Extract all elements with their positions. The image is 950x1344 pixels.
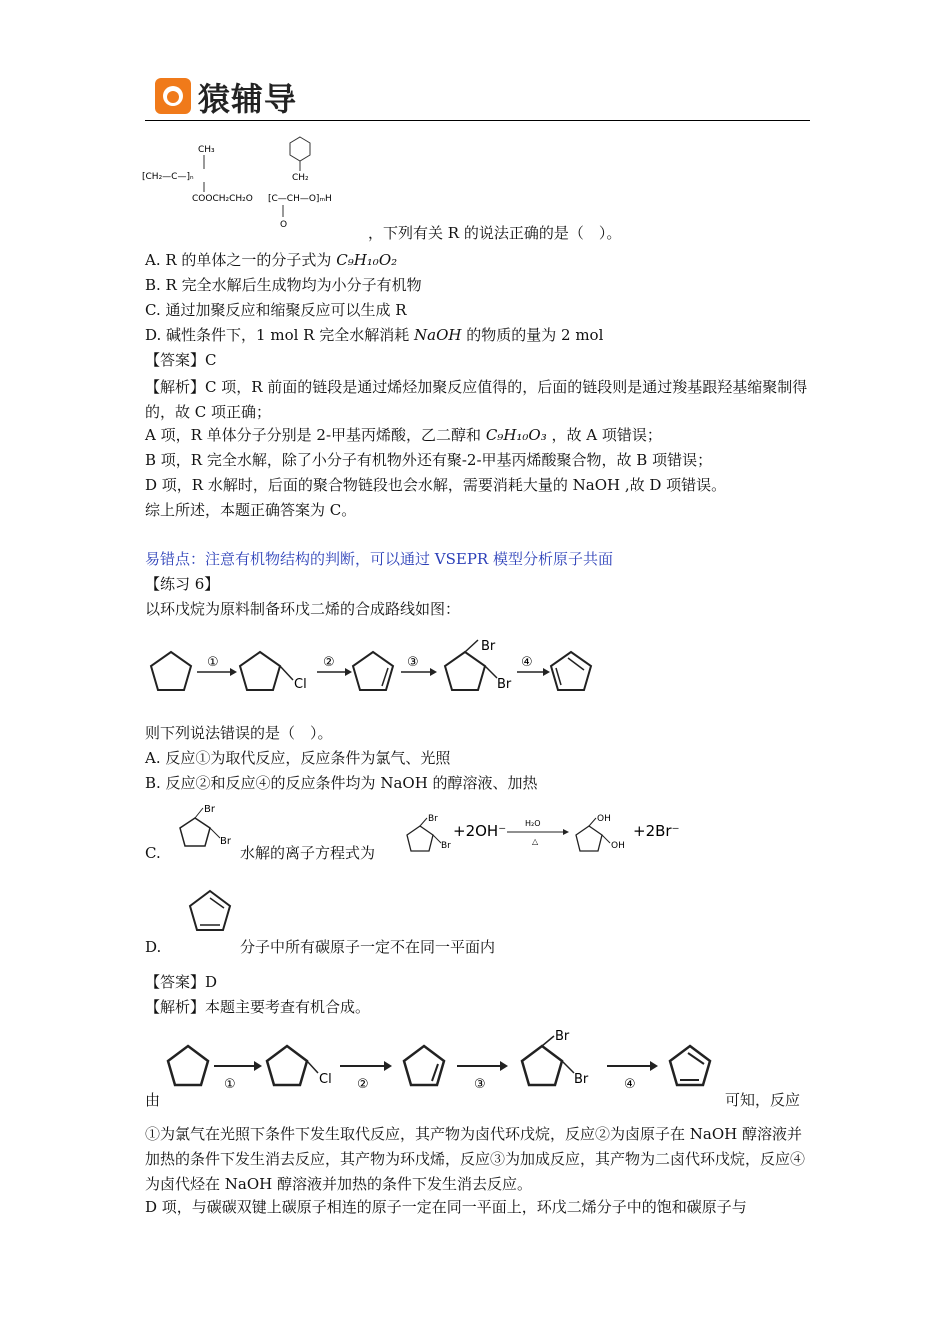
brand-logo	[155, 78, 191, 114]
q1-option-a-formula: C₉H₁₀O₂	[336, 251, 398, 269]
br-label-2: Br	[497, 677, 512, 692]
q1-answer: 【答案】C	[145, 351, 217, 369]
step-3-label: ③	[407, 655, 419, 670]
q2-option-a: A. 反应①为取代反应，反应条件为氯气、光照	[145, 749, 451, 767]
q2-title: 【练习 6】	[145, 575, 220, 593]
tail-label: [C—CH—O]ₘH	[268, 194, 332, 204]
explanation-scheme	[162, 1028, 727, 1103]
cl-label: Cl	[294, 677, 307, 692]
step-1-label: ①	[207, 655, 219, 670]
cyclopentadiene-option-icon	[182, 885, 238, 940]
q1-option-a	[145, 250, 397, 270]
synthesis-scheme	[145, 630, 605, 710]
exp-step-2: ②	[357, 1077, 369, 1092]
c-br-1: Br	[204, 804, 215, 815]
q1-stem: ，下列有关 R 的说法正确的是（ ）。	[368, 224, 622, 242]
methylene-label: CH₂	[292, 173, 309, 183]
eq-bromide: +2Br⁻	[633, 822, 680, 840]
q1-explanation-2-formula: C₉H₁₀O₃	[485, 426, 547, 444]
q2-option-d-label: D.	[145, 938, 162, 956]
hydrolysis-equation	[395, 808, 685, 868]
q2-option-b: B. 反应②和反应④的反应条件均为 NaOH 的醇溶液、加热	[145, 774, 538, 792]
chain-label: [CH₂—C—]ₙ	[142, 172, 194, 182]
eq-oh-1: OH	[597, 814, 611, 824]
by-label: 由	[145, 1091, 161, 1109]
tip-note: 易错点：注意有机物结构的判断，可以通过 VSEPR 模型分析原子共面	[145, 550, 613, 568]
q1-explanation-3: B 项，R 完全水解，除了小分子有机物外还有聚-2-甲基丙烯酸聚合物，故 B 项错误；	[145, 451, 713, 469]
header-divider	[145, 120, 810, 121]
dibromocyclopentane-small-icon	[170, 800, 240, 860]
exp-step-1: ①	[224, 1077, 236, 1092]
exp-br-1: Br	[555, 1029, 570, 1044]
eq-br-2: Br	[441, 841, 451, 851]
q2-answer: 【答案】D	[145, 973, 218, 991]
q1-explanation-2-text: A 项，R 单体分子分别是 2-甲基丙烯酸，乙二醇和	[145, 426, 482, 444]
q2-option-d-text: 分子中所有碳原子一定不在同一平面内	[240, 938, 496, 956]
q1-explanation-5: 综上所述，本题正确答案为 C。	[145, 501, 357, 519]
q2-intro: 以环戊烷为原料制备环戊二烯的合成路线如图：	[145, 600, 461, 618]
step-2-label: ②	[323, 655, 335, 670]
chlorocyclopentane-icon	[240, 652, 280, 690]
q1-explanation-4: D 项，R 水解时，后面的聚合物链段也会水解，需要消耗大量的 NaOH ,故 D 项错误。	[145, 476, 727, 494]
exp-br-2: Br	[574, 1072, 589, 1087]
q1-option-b: B. R 完全水解后生成物均为小分子有机物	[145, 276, 422, 294]
q2-explanation-intro: 【解析】本题主要考查有机合成。	[145, 998, 371, 1016]
brand-name: 猿辅导	[198, 80, 298, 118]
q2-option-c-label: C.	[145, 844, 161, 862]
q2-explanation-2: D 项，与碳碳双键上碳原子相连的原子一定在同一平面上，环戊二烯分子中的饱和碳原子与	[145, 1198, 747, 1216]
q1-explanation-2	[145, 425, 662, 445]
carbonyl-o-label: O	[280, 220, 288, 230]
eq-hydroxide: +2OH⁻	[453, 822, 507, 840]
q1-option-d-suffix: 的物质的量为 2 mol	[466, 326, 604, 344]
q2-option-c-text: 水解的离子方程式为	[240, 844, 376, 862]
dibromocyclopentane-icon	[445, 652, 485, 690]
q1-option-d-text: D. 碱性条件下，1 mol R 完全水解消耗	[145, 326, 410, 344]
eq-oh-2: OH	[611, 841, 625, 851]
q2-stem: 则下列说法错误的是（ ）。	[145, 724, 333, 742]
q1-explanation-1: 【解析】C 项，R 前面的链段是通过烯烃加聚反应值得的，后面的链段则是通过羧基跟羟基缩聚制得的，故 C 项正确；	[145, 378, 808, 421]
ester-label: COOCH₂CH₂O	[192, 194, 253, 204]
exp-cl: Cl	[319, 1072, 332, 1087]
q1-option-d	[145, 325, 603, 345]
polymer-structure-figure	[140, 125, 370, 235]
q1-option-c: C. 通过加聚反应和缩聚反应可以生成 R	[145, 301, 407, 319]
br-label-1: Br	[481, 639, 496, 654]
q2-explanation-1: ①为氯气在光照下条件下发生取代反应，其产物为卤代环戊烷，反应②为卤原子在 NaOH 醇溶液并加热的条件下发生消去反应，其产物为环戊烯，反应③为加成反应，其产物为二卤代环戊烷，反应④为卤代烃在 NaOH 醇溶液并加热的条件下发生消去反应。	[145, 1125, 806, 1193]
eq-cond-bottom: △	[532, 837, 539, 846]
q1-option-a-text: A. R 的单体之一的分子式为	[145, 251, 332, 269]
cyclopentane-icon	[151, 652, 191, 690]
logo-face-icon	[155, 78, 191, 114]
exp-step-3: ③	[474, 1077, 486, 1092]
q1-explanation-2-suffix: ，故 A 项错误；	[551, 426, 662, 444]
q1-option-d-formula: NaOH	[414, 326, 462, 344]
can-know-label: 可知，反应	[725, 1091, 801, 1109]
step-4-label: ④	[521, 655, 533, 670]
exp-step-4: ④	[624, 1077, 636, 1092]
eq-br-1: Br	[428, 814, 438, 824]
c-br-2: Br	[220, 836, 231, 847]
methyl-label: CH₃	[198, 145, 215, 155]
eq-cond-top: H₂O	[525, 819, 541, 828]
